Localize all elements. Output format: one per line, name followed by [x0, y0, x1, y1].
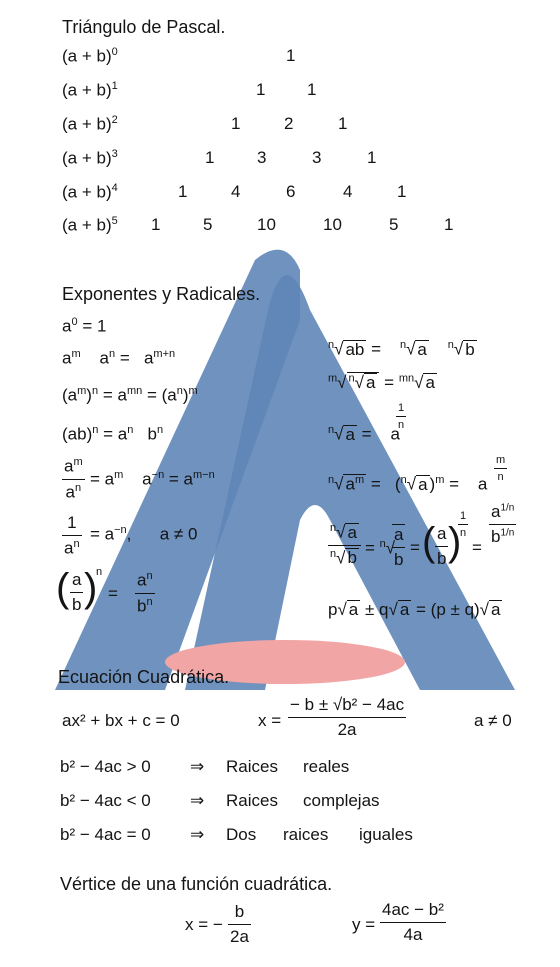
case-word: Raices: [226, 757, 278, 776]
pascal-coeff: 4: [231, 182, 241, 201]
discriminant-lhs: b² − 4ac > 0: [60, 757, 151, 776]
pascal-coeff: 3: [312, 148, 322, 167]
pascal-coeff: 1: [205, 148, 215, 167]
implies-arrow: ⇒: [190, 825, 205, 844]
pascal-row-label: $(a + b)^1$: [62, 80, 118, 100]
rule-root-as-power-exponent: 1 n: [398, 402, 405, 431]
exponents-heading: Exponentes y Radicales.: [62, 284, 261, 304]
case-word: complejas: [303, 791, 380, 810]
rule-power-of-product: $(ab)^n = a^n$ $b^n$: [62, 424, 164, 444]
pascal-coeff: 4: [343, 182, 353, 201]
pascal-coeff: 1: [231, 114, 241, 133]
vertex-y-den: 4a: [403, 925, 423, 944]
case-word: iguales: [359, 825, 413, 844]
pascal-coeff: 1: [397, 182, 407, 201]
vertex-y-lhs: y =: [352, 915, 376, 934]
case-word: Raices: [226, 791, 278, 810]
pascal-coeff: 1: [286, 46, 296, 65]
vertex-y-fraction: [380, 900, 446, 945]
rule-root-product: $^n$√ ab = $^n$√ a $^n$√ b: [328, 339, 475, 359]
pascal-coeff: 1: [178, 182, 188, 201]
discriminant-lhs: b² − 4ac < 0: [60, 791, 151, 810]
pascal-row-label: $(a + b)^2$: [62, 114, 118, 134]
implies-arrow: ⇒: [190, 757, 205, 776]
quadratic-equation: ax² + bx + c = 0: [62, 711, 180, 730]
rule-zero-exponent: $a^0 = 1$: [62, 316, 107, 336]
rule-root-of-root: $^m$√ $^n$√ a = $^{mn}$√ a: [328, 372, 435, 392]
pascal-row-label: $(a + b)^4$: [62, 182, 118, 202]
rule-root-addition: p√ a ± q√ a = (p ± q)√ a: [328, 600, 501, 619]
vertex-heading: Vértice de una función cuadrática.: [60, 874, 333, 894]
pascal-coeff: 1: [151, 215, 161, 234]
pascal-coeff: 2: [284, 114, 294, 133]
pascal-coeff: 1: [256, 80, 266, 99]
implies-arrow: ⇒: [190, 791, 205, 810]
pascal-coeff: 5: [389, 215, 399, 234]
vertex-x-fraction: [228, 902, 251, 947]
case-word: raices: [283, 825, 329, 844]
rule-root-as-power: $^n$√ a = a: [328, 424, 400, 444]
quadratic-formula: [288, 695, 406, 740]
quadratic-heading: Ecuación Cuadrática.: [58, 667, 230, 687]
rule-root-power: $^n$√ $a^m = (^n√$ a )$^m$ = a: [328, 474, 488, 494]
discriminant-lhs: b² − 4ac = 0: [60, 825, 151, 844]
pascal-row-label: $(a + b)^3$: [62, 148, 118, 168]
pascal-coeff: 1: [444, 215, 454, 234]
pascal-coeff: 5: [203, 215, 213, 234]
quadratic-formula-den: 2a: [337, 720, 357, 739]
pascal-coeff: 10: [323, 215, 342, 234]
quadratic-formula-num: − b ± √b² − 4ac: [290, 695, 405, 714]
quadratic-condition: a ≠ 0: [474, 711, 512, 730]
pascal-coeff: 3: [257, 148, 267, 167]
rule-root-power-exponent: m n: [496, 454, 506, 483]
rule-product: $a^m$ $a^n = a^{m+n}$: [62, 348, 176, 368]
pascal-coeff: 6: [286, 182, 296, 201]
pascal-coeff: 1: [338, 114, 348, 133]
vertex-y-num: 4ac − b²: [382, 900, 444, 919]
vertex-x-num: b: [234, 902, 245, 921]
rule-power-of-power: $(a^m)^n = a^{mn} = (a^n)^m$: [62, 385, 198, 405]
pascal-coeff: 10: [257, 215, 276, 234]
vertex-x-lhs: x = −: [185, 915, 223, 934]
pascal-heading: Triángulo de Pascal.: [62, 17, 226, 37]
pascal-row-label: $(a + b)^5$: [62, 215, 118, 235]
case-word: reales: [303, 757, 350, 776]
pascal-coeff: 1: [307, 80, 317, 99]
pascal-coeff: 1: [367, 148, 377, 167]
case-word: Dos: [226, 825, 257, 844]
quadratic-x-eq: x =: [258, 711, 282, 730]
vertex-x-den: 2a: [230, 927, 249, 946]
pascal-row-label: $(a + b)^0$: [62, 46, 118, 66]
